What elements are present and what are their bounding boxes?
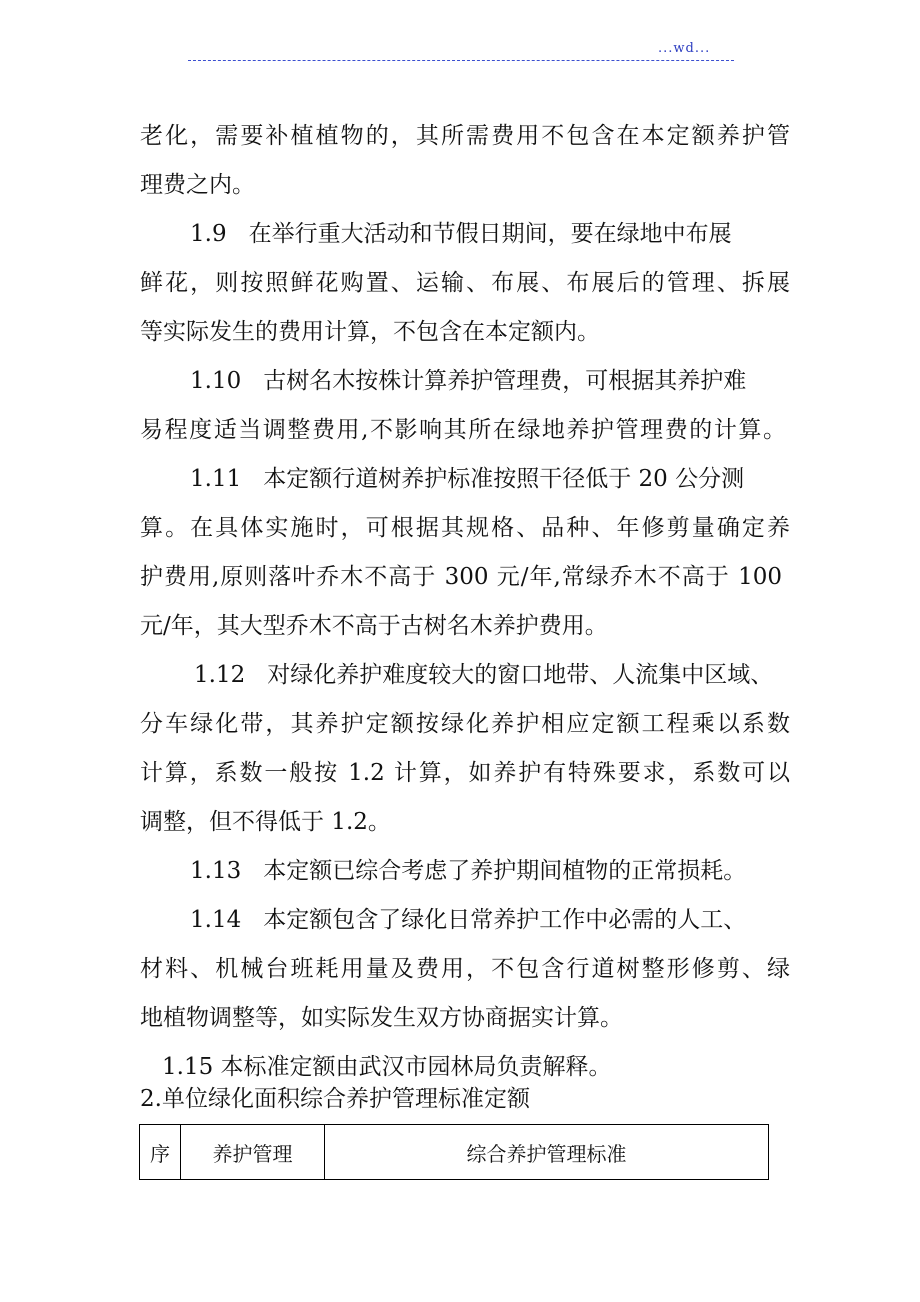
table-header-row bbox=[140, 1125, 769, 1180]
clause-text: 本定额已综合考虑了养护期间植物的正常损耗。 bbox=[263, 858, 747, 884]
text-line: 易程度适当调整费用,不影响其所在绿地养护管理费的计算。 bbox=[140, 417, 786, 443]
clause-text: 本定额行道树养护标准按照干径低于 20 公分测 bbox=[263, 466, 745, 492]
clause-number: 1.11 bbox=[190, 466, 242, 492]
text-line: 元/年，其大型乔木不高于古树名木养护费用。 bbox=[140, 613, 608, 639]
table-header-cell: 综合养护管理标准 bbox=[325, 1125, 769, 1180]
header-mark: ...wd... bbox=[658, 41, 711, 56]
paragraph-start bbox=[190, 219, 732, 249]
quota-table bbox=[139, 1124, 769, 1180]
text-line: 地植物调整等，如实际发生双方协商据实计算。 bbox=[140, 1005, 623, 1031]
table-header-cell: 序 bbox=[140, 1125, 181, 1180]
paragraph-start bbox=[190, 464, 744, 494]
clause-text: 本定额包含了绿化日常养护工作中必需的人工、 bbox=[263, 907, 747, 933]
table-header-cell: 养护管理 bbox=[181, 1125, 325, 1180]
text-line: 等实际发生的费用计算，不包含在本定额内。 bbox=[140, 319, 600, 345]
text-line: 鲜花，则按照鲜花购置、运输、布展、布展后的管理、拆展 bbox=[140, 270, 790, 296]
text-line: 算。在具体实施时，可根据其规格、品种、年修剪量确定养 bbox=[140, 515, 790, 541]
paragraph-start bbox=[194, 660, 773, 690]
section-heading: 2.单位绿化面积综合养护管理标准定额 bbox=[140, 1086, 530, 1112]
clause-text: 在举行重大活动和节假日期间，要在绿地中布展 bbox=[248, 221, 732, 247]
text-line: 老化，需要补植植物的，其所需费用不包含在本定额养护管 bbox=[140, 123, 790, 149]
clause-number: 1.9 bbox=[190, 221, 227, 247]
text-line: 计算，系数一般按 1.2 计算，如养护有特殊要求，系数可以 bbox=[140, 760, 790, 786]
text-line: 材料、机械台班耗用量及费用，不包含行道树整形修剪、绿 bbox=[140, 956, 790, 982]
paragraph-start bbox=[190, 856, 746, 886]
text-line: 1.15 本标准定额由武汉市园林局负责解释。 bbox=[162, 1054, 612, 1080]
paragraph-start bbox=[190, 366, 746, 396]
text-line: 理费之内。 bbox=[140, 172, 255, 198]
clause-number: 1.12 bbox=[194, 662, 246, 688]
clause-number: 1.10 bbox=[190, 368, 242, 394]
paragraph-start bbox=[190, 905, 746, 935]
text-line: 调整，但不得低于 1.2。 bbox=[140, 809, 391, 835]
clause-text: 对绿化养护难度较大的窗口地带、人流集中区域、 bbox=[267, 662, 774, 688]
header-rule bbox=[188, 60, 734, 61]
clause-number: 1.14 bbox=[190, 907, 242, 933]
clause-number: 1.13 bbox=[190, 858, 242, 884]
text-line: 分车绿化带，其养护定额按绿化养护相应定额工程乘以系数 bbox=[140, 711, 790, 737]
text-line: 护费用,原则落叶乔木不高于 300 元/年,常绿乔木不高于 100 bbox=[140, 564, 782, 590]
clause-text: 古树名木按株计算养护管理费，可根据其养护难 bbox=[263, 368, 747, 394]
